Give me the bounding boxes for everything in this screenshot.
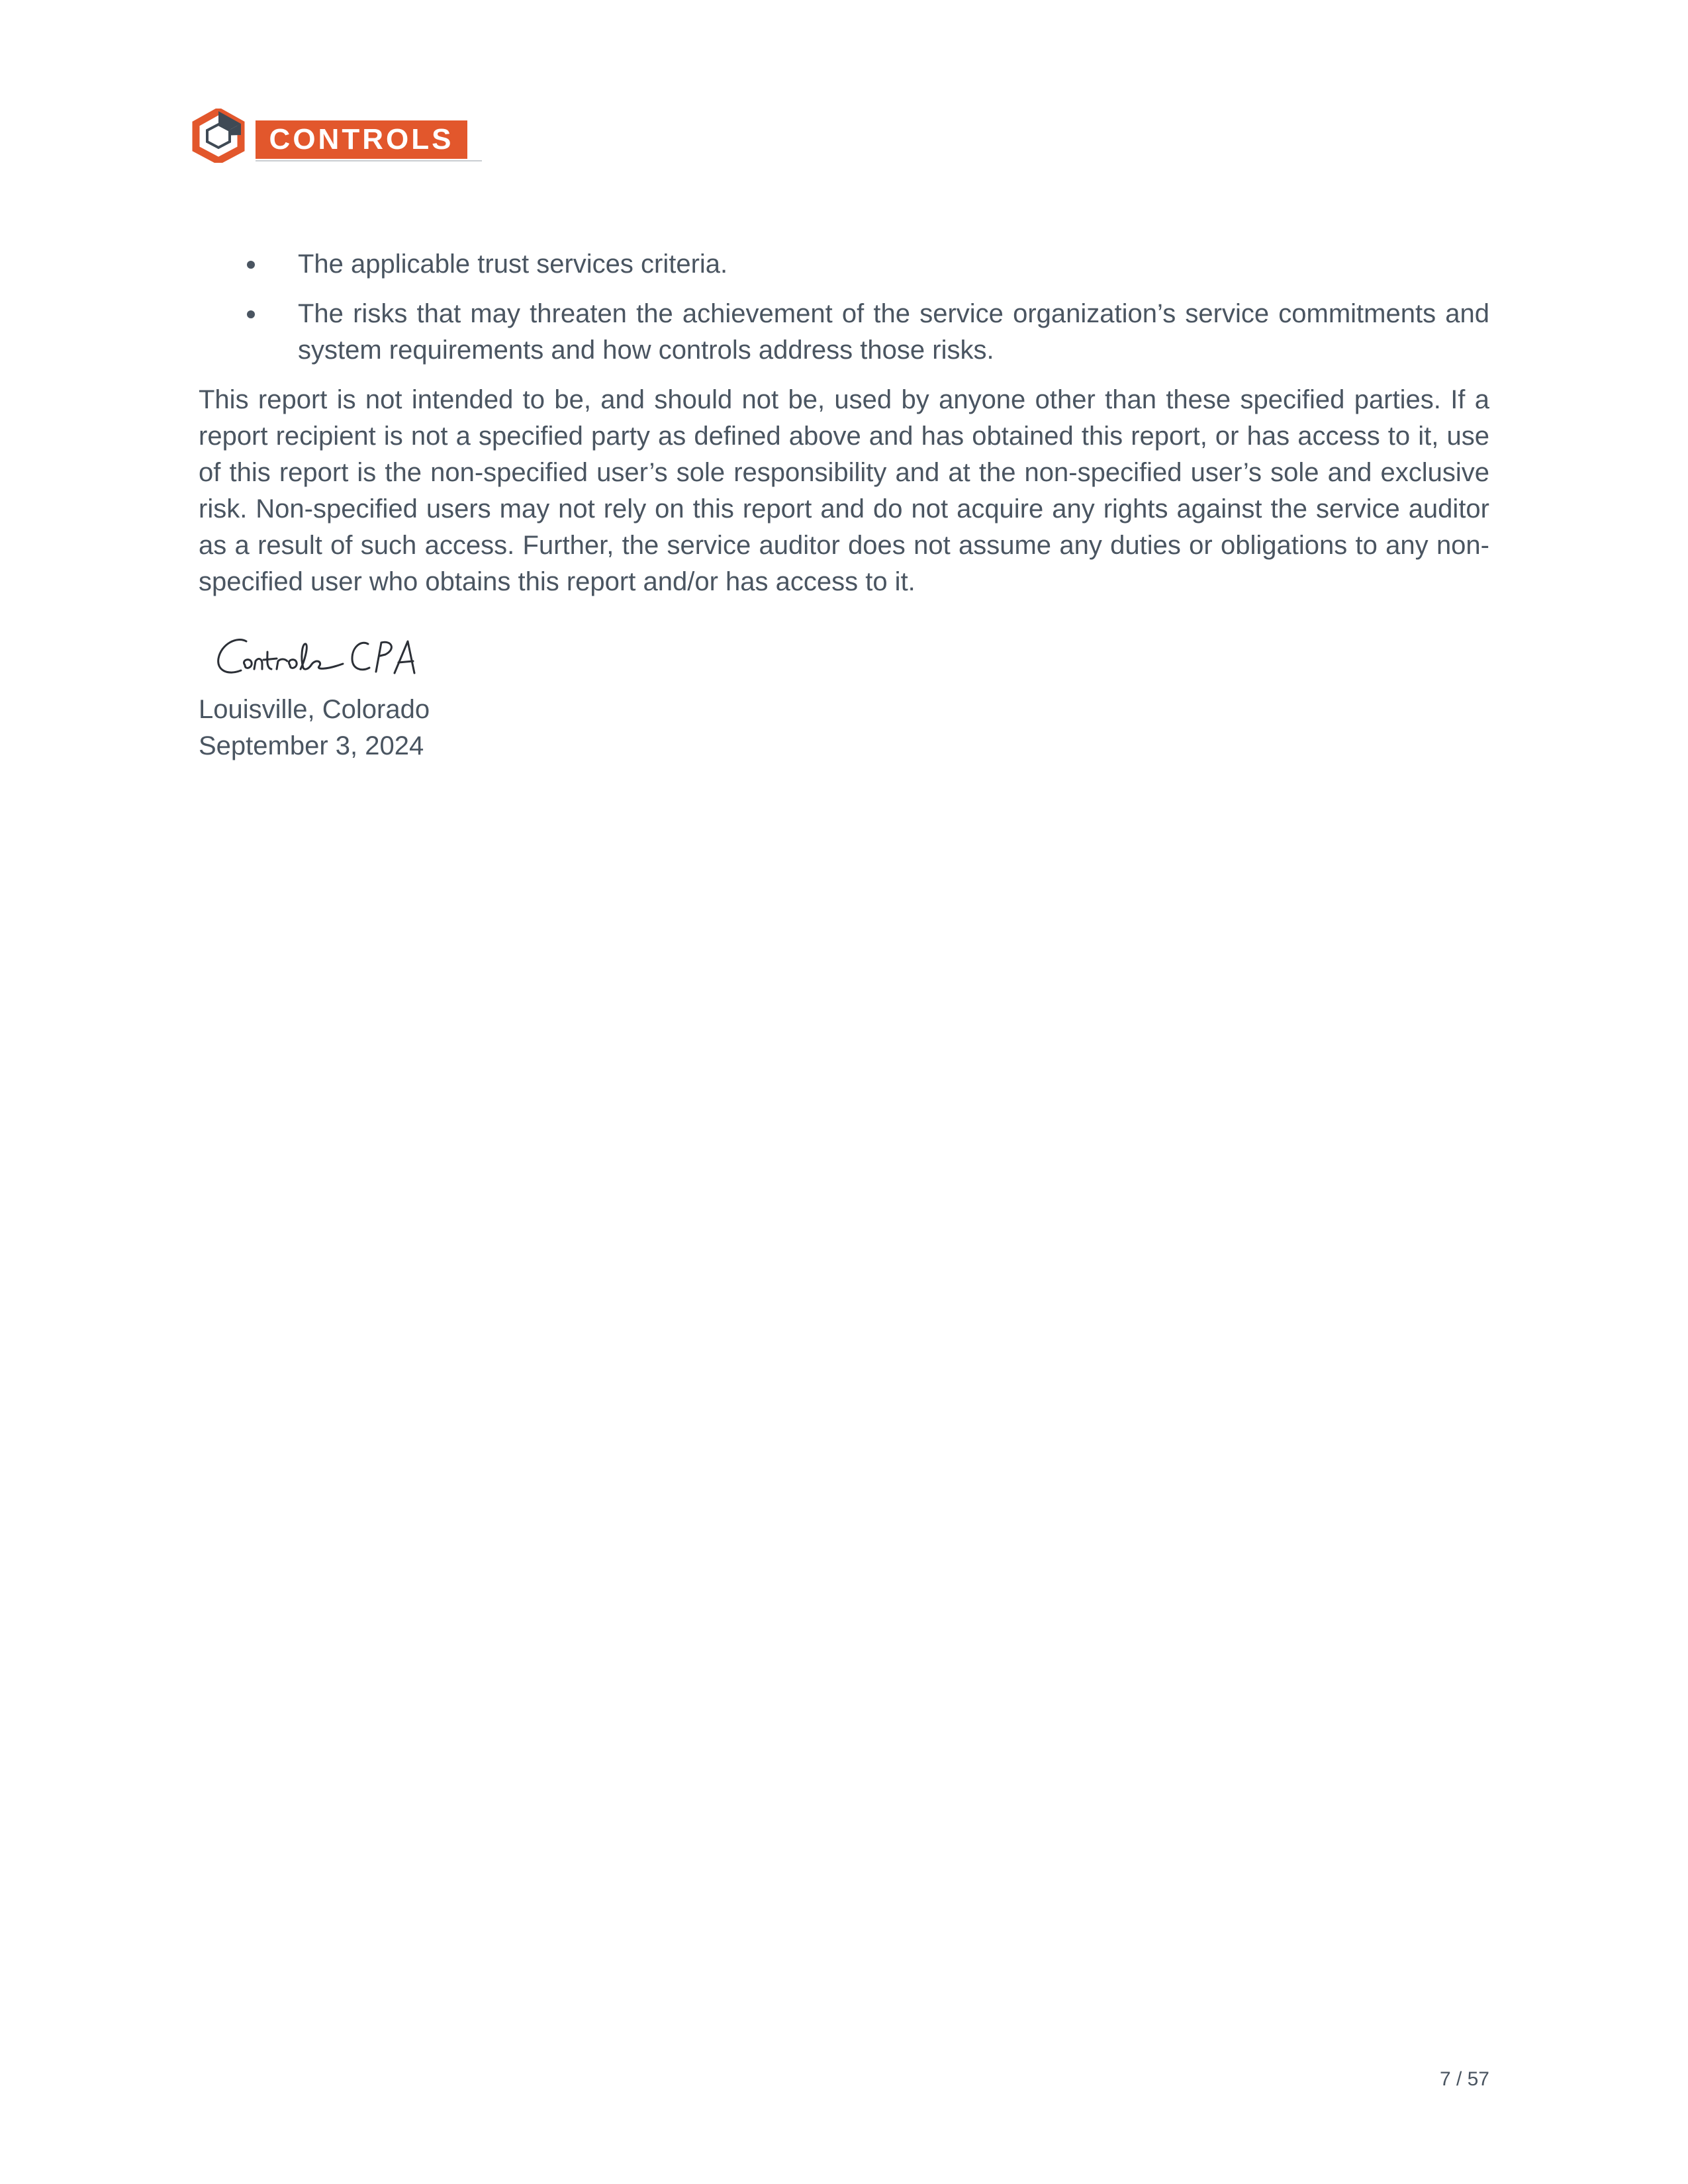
list-item: [199, 246, 1489, 283]
signature-date: September 3, 2024: [199, 731, 424, 760]
bullet-icon: [247, 261, 255, 269]
signature-location: Louisville, Colorado: [199, 695, 430, 724]
company-logo: [192, 107, 483, 167]
logo-wordmark: CONTROLS: [256, 120, 467, 159]
handwritten-signature: [212, 632, 457, 685]
list-item: [199, 296, 1489, 369]
restricted-use-paragraph: This report is not intended to be, and should not be, used by anyone other than these specified parties. If a report recipient is not a specified party as defined above and has obtained this report, or has access to it, use of this report is the non-specified user’s sole responsibility and at the non-specified user’s sole and exclusive risk. Non-specified users may not rely on this report and do not acquire any rights against the service auditor as a result of such access. Further, the service auditor does not assume any duties or obligations to any non-specified user who obtains this report and/or has access to it.: [199, 385, 1489, 596]
logo-underline: [256, 160, 482, 161]
page-number: 7 / 57: [1439, 2068, 1489, 2090]
bullet-icon: [247, 310, 255, 318]
report-body: [199, 246, 1489, 600]
signature-block: [199, 692, 430, 764]
hexagon-logo-icon: [192, 109, 245, 163]
criteria-list: [199, 246, 1489, 369]
bullet-text: The risks that may threaten the achievement of the service organization’s service commitments and system requirements and how controls address those risks.: [298, 299, 1489, 365]
bullet-text: The applicable trust services criteria.: [298, 250, 728, 279]
